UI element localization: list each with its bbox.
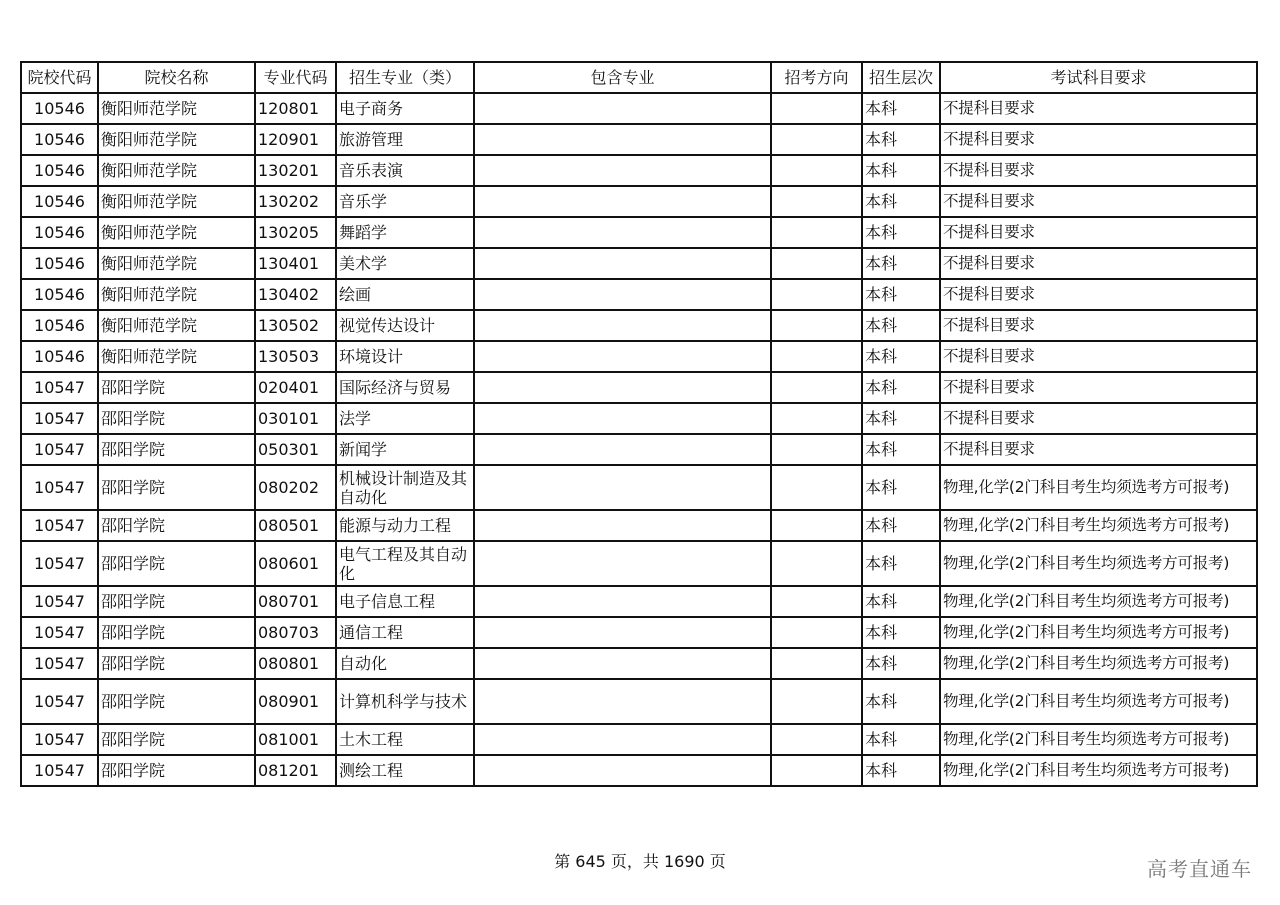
cell-major: 电气工程及其自动化 (336, 541, 474, 586)
cell-direction (771, 755, 862, 786)
cell-school-code: 10546 (21, 279, 98, 310)
cell-direction (771, 155, 862, 186)
cell-direction (771, 648, 862, 679)
cell-direction (771, 124, 862, 155)
header-requirement: 考试科目要求 (940, 62, 1257, 93)
cell-major: 能源与动力工程 (336, 510, 474, 541)
cell-major-code: 081201 (255, 755, 336, 786)
cell-school-code: 10546 (21, 217, 98, 248)
cell-direction (771, 617, 862, 648)
cell-major: 音乐表演 (336, 155, 474, 186)
cell-level: 本科 (862, 279, 940, 310)
cell-includes (474, 93, 771, 124)
cell-level: 本科 (862, 617, 940, 648)
cell-level: 本科 (862, 648, 940, 679)
cell-school-code: 10547 (21, 755, 98, 786)
cell-includes (474, 341, 771, 372)
cell-level: 本科 (862, 403, 940, 434)
cell-major: 土木工程 (336, 724, 474, 755)
cell-school-name: 衡阳师范学院 (98, 93, 255, 124)
cell-major-code: 130201 (255, 155, 336, 186)
cell-direction (771, 679, 862, 724)
cell-direction (771, 279, 862, 310)
cell-school-name: 邵阳学院 (98, 372, 255, 403)
cell-school-code: 10546 (21, 93, 98, 124)
cell-school-name: 邵阳学院 (98, 724, 255, 755)
cell-school-name: 衡阳师范学院 (98, 124, 255, 155)
cell-level: 本科 (862, 248, 940, 279)
cell-major: 舞蹈学 (336, 217, 474, 248)
cell-includes (474, 403, 771, 434)
page-number: 第 645 页，共 1690 页 (554, 852, 726, 871)
cell-school-name: 邵阳学院 (98, 541, 255, 586)
cell-school-name: 邵阳学院 (98, 465, 255, 510)
table-row (21, 586, 1257, 617)
cell-major-code: 080703 (255, 617, 336, 648)
cell-school-code: 10547 (21, 434, 98, 465)
table-row (21, 724, 1257, 755)
table-row (21, 510, 1257, 541)
cell-school-code: 10547 (21, 586, 98, 617)
cell-requirement: 不提科目要求 (940, 93, 1257, 124)
cell-includes (474, 510, 771, 541)
cell-level: 本科 (862, 217, 940, 248)
table-row (21, 93, 1257, 124)
cell-major-code: 080202 (255, 465, 336, 510)
cell-level: 本科 (862, 341, 940, 372)
cell-requirement: 不提科目要求 (940, 248, 1257, 279)
table-row (21, 186, 1257, 217)
cell-includes (474, 217, 771, 248)
cell-school-code: 10546 (21, 248, 98, 279)
cell-level: 本科 (862, 310, 940, 341)
header-school-code: 院校代码 (21, 62, 98, 93)
cell-major: 通信工程 (336, 617, 474, 648)
cell-school-code: 10547 (21, 648, 98, 679)
cell-major-code: 130402 (255, 279, 336, 310)
table-row (21, 248, 1257, 279)
cell-requirement: 物理,化学(2门科目考生均须选考方可报考) (940, 465, 1257, 510)
cell-school-name: 邵阳学院 (98, 586, 255, 617)
cell-major-code: 080501 (255, 510, 336, 541)
cell-requirement: 不提科目要求 (940, 279, 1257, 310)
cell-direction (771, 310, 862, 341)
cell-school-code: 10547 (21, 372, 98, 403)
cell-major: 电子信息工程 (336, 586, 474, 617)
cell-requirement: 不提科目要求 (940, 186, 1257, 217)
cell-level: 本科 (862, 186, 940, 217)
table-row (21, 217, 1257, 248)
cell-requirement: 物理,化学(2门科目考生均须选考方可报考) (940, 510, 1257, 541)
cell-level: 本科 (862, 724, 940, 755)
cell-includes (474, 755, 771, 786)
cell-major: 视觉传达设计 (336, 310, 474, 341)
cell-includes (474, 186, 771, 217)
table-header (21, 62, 1257, 93)
table-row (21, 279, 1257, 310)
cell-includes (474, 124, 771, 155)
cell-includes (474, 724, 771, 755)
cell-requirement: 物理,化学(2门科目考生均须选考方可报考) (940, 586, 1257, 617)
cell-school-code: 10546 (21, 186, 98, 217)
cell-direction (771, 93, 862, 124)
table-row (21, 679, 1257, 724)
cell-level: 本科 (862, 434, 940, 465)
header-major-code: 专业代码 (255, 62, 336, 93)
cell-requirement: 不提科目要求 (940, 124, 1257, 155)
cell-includes (474, 434, 771, 465)
cell-school-name: 衡阳师范学院 (98, 155, 255, 186)
cell-major-code: 120801 (255, 93, 336, 124)
cell-major: 环境设计 (336, 341, 474, 372)
cell-direction (771, 510, 862, 541)
table-row (21, 648, 1257, 679)
cell-includes (474, 679, 771, 724)
table-row (21, 541, 1257, 586)
cell-requirement: 物理,化学(2门科目考生均须选考方可报考) (940, 724, 1257, 755)
cell-direction (771, 434, 862, 465)
cell-major: 计算机科学与技术 (336, 679, 474, 724)
cell-school-name: 邵阳学院 (98, 617, 255, 648)
table-row (21, 341, 1257, 372)
cell-major: 美术学 (336, 248, 474, 279)
cell-school-name: 衡阳师范学院 (98, 248, 255, 279)
cell-school-name: 衡阳师范学院 (98, 279, 255, 310)
cell-requirement: 物理,化学(2门科目考生均须选考方可报考) (940, 679, 1257, 724)
cell-major-code: 130503 (255, 341, 336, 372)
cell-direction (771, 724, 862, 755)
cell-level: 本科 (862, 510, 940, 541)
cell-direction (771, 372, 862, 403)
cell-school-code: 10546 (21, 155, 98, 186)
table-row (21, 403, 1257, 434)
table-row (21, 155, 1257, 186)
cell-level: 本科 (862, 124, 940, 155)
cell-requirement: 不提科目要求 (940, 217, 1257, 248)
cell-school-code: 10546 (21, 341, 98, 372)
cell-requirement: 不提科目要求 (940, 310, 1257, 341)
cell-includes (474, 617, 771, 648)
cell-school-name: 衡阳师范学院 (98, 186, 255, 217)
header-major: 招生专业（类） (336, 62, 474, 93)
cell-level: 本科 (862, 541, 940, 586)
table-row (21, 124, 1257, 155)
cell-major: 自动化 (336, 648, 474, 679)
cell-direction (771, 341, 862, 372)
cell-direction (771, 403, 862, 434)
cell-level: 本科 (862, 155, 940, 186)
cell-school-name: 邵阳学院 (98, 755, 255, 786)
cell-major-code: 080901 (255, 679, 336, 724)
cell-major: 新闻学 (336, 434, 474, 465)
cell-level: 本科 (862, 93, 940, 124)
cell-major: 音乐学 (336, 186, 474, 217)
cell-includes (474, 310, 771, 341)
cell-major-code: 120901 (255, 124, 336, 155)
header-direction: 招考方向 (771, 62, 862, 93)
cell-school-code: 10546 (21, 310, 98, 341)
cell-requirement: 不提科目要求 (940, 341, 1257, 372)
cell-includes (474, 372, 771, 403)
cell-major-code: 030101 (255, 403, 336, 434)
table-row (21, 310, 1257, 341)
header-includes: 包含专业 (474, 62, 771, 93)
watermark-logo: 高考直通车 (1147, 857, 1252, 881)
cell-school-code: 10547 (21, 465, 98, 510)
cell-includes (474, 648, 771, 679)
header-school-name: 院校名称 (98, 62, 255, 93)
cell-major-code: 130502 (255, 310, 336, 341)
cell-major: 电子商务 (336, 93, 474, 124)
table-row (21, 434, 1257, 465)
admissions-table (20, 61, 1258, 787)
cell-level: 本科 (862, 586, 940, 617)
cell-major-code: 081001 (255, 724, 336, 755)
cell-requirement: 不提科目要求 (940, 372, 1257, 403)
cell-includes (474, 586, 771, 617)
cell-major: 机械设计制造及其自动化 (336, 465, 474, 510)
cell-major-code: 130202 (255, 186, 336, 217)
cell-major: 绘画 (336, 279, 474, 310)
cell-major: 旅游管理 (336, 124, 474, 155)
cell-major: 测绘工程 (336, 755, 474, 786)
cell-direction (771, 586, 862, 617)
cell-school-name: 衡阳师范学院 (98, 341, 255, 372)
cell-school-code: 10547 (21, 510, 98, 541)
admissions-table-container (20, 61, 1256, 787)
cell-includes (474, 279, 771, 310)
table-row (21, 372, 1257, 403)
cell-major-code: 080801 (255, 648, 336, 679)
cell-school-code: 10547 (21, 679, 98, 724)
cell-school-name: 邵阳学院 (98, 510, 255, 541)
header-level: 招生层次 (862, 62, 940, 93)
cell-major-code: 050301 (255, 434, 336, 465)
cell-major: 法学 (336, 403, 474, 434)
cell-level: 本科 (862, 465, 940, 510)
table-row (21, 617, 1257, 648)
cell-requirement: 不提科目要求 (940, 403, 1257, 434)
cell-direction (771, 186, 862, 217)
cell-requirement: 不提科目要求 (940, 155, 1257, 186)
cell-includes (474, 465, 771, 510)
cell-requirement: 物理,化学(2门科目考生均须选考方可报考) (940, 648, 1257, 679)
cell-requirement: 物理,化学(2门科目考生均须选考方可报考) (940, 617, 1257, 648)
cell-level: 本科 (862, 755, 940, 786)
header-row (21, 62, 1257, 93)
cell-includes (474, 248, 771, 279)
cell-direction (771, 217, 862, 248)
cell-school-code: 10546 (21, 124, 98, 155)
cell-major-code: 080701 (255, 586, 336, 617)
cell-major-code: 130205 (255, 217, 336, 248)
table-row (21, 755, 1257, 786)
cell-school-name: 邵阳学院 (98, 434, 255, 465)
cell-major-code: 020401 (255, 372, 336, 403)
cell-school-name: 衡阳师范学院 (98, 310, 255, 341)
cell-school-name: 邵阳学院 (98, 679, 255, 724)
cell-major-code: 130401 (255, 248, 336, 279)
table-row (21, 465, 1257, 510)
cell-school-code: 10547 (21, 617, 98, 648)
table-body (21, 93, 1257, 786)
cell-includes (474, 541, 771, 586)
cell-school-code: 10547 (21, 541, 98, 586)
cell-school-name: 邵阳学院 (98, 403, 255, 434)
cell-requirement: 物理,化学(2门科目考生均须选考方可报考) (940, 541, 1257, 586)
cell-school-name: 邵阳学院 (98, 648, 255, 679)
cell-major-code: 080601 (255, 541, 336, 586)
cell-school-code: 10547 (21, 403, 98, 434)
cell-includes (474, 155, 771, 186)
cell-level: 本科 (862, 372, 940, 403)
cell-level: 本科 (862, 679, 940, 724)
cell-direction (771, 465, 862, 510)
cell-major: 国际经济与贸易 (336, 372, 474, 403)
cell-requirement: 物理,化学(2门科目考生均须选考方可报考) (940, 755, 1257, 786)
cell-direction (771, 541, 862, 586)
cell-direction (771, 248, 862, 279)
cell-requirement: 不提科目要求 (940, 434, 1257, 465)
cell-school-code: 10547 (21, 724, 98, 755)
cell-school-name: 衡阳师范学院 (98, 217, 255, 248)
